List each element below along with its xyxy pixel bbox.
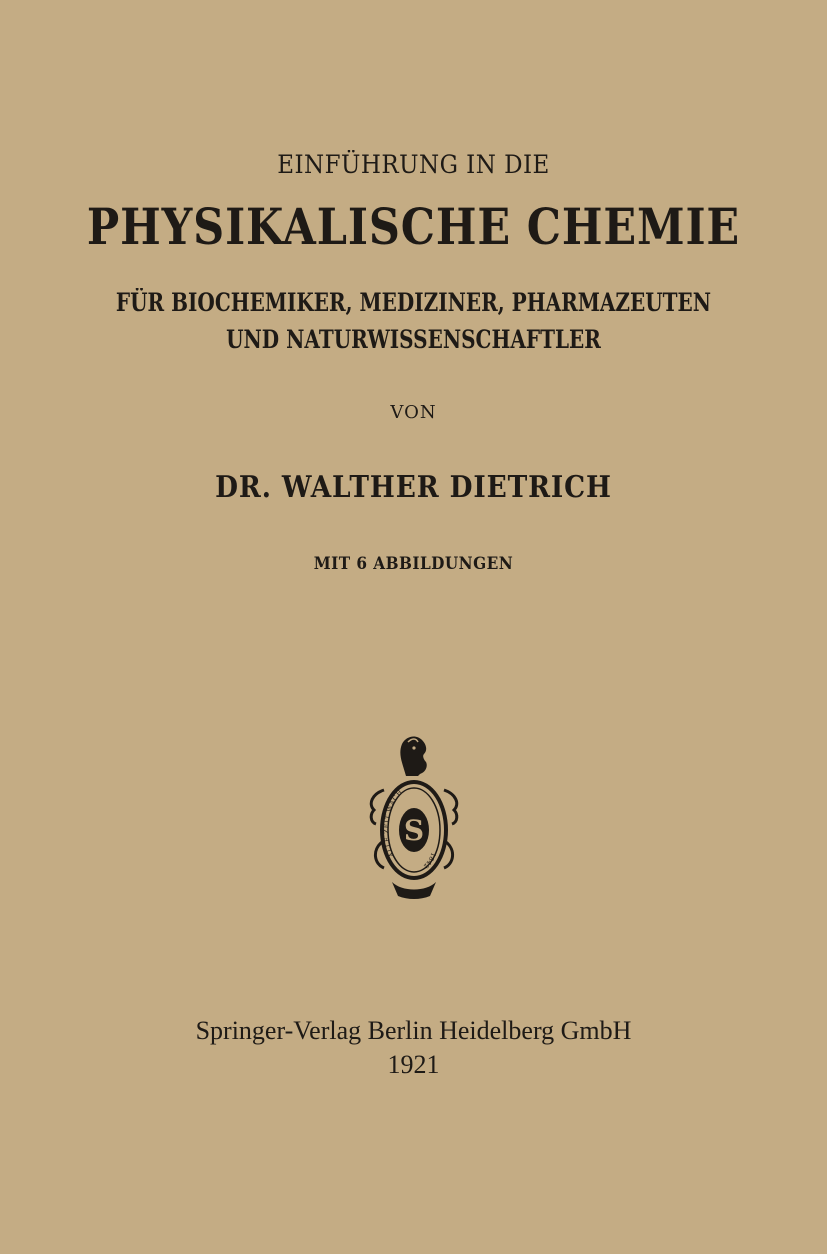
publisher: Springer-Verlag Berlin Heidelberg GmbH [195,1016,632,1045]
publication-year: 1921 [387,1050,440,1079]
subtitle-line-2: UND NATURWISSENSCHAFTLER [226,325,601,354]
title-line-1: EINFÜHRUNG IN DIE [277,150,550,179]
illustrations-note: MIT 6 ABBILDUNGEN [313,554,514,574]
subtitle-line-1: FÜR BIOCHEMIKER, MEDIZINER, PHARMAZEUTEN [115,288,712,317]
logo-year: 1842 [421,851,438,871]
by-label: VON [390,402,437,423]
logo-monogram: S [403,814,425,847]
springer-horse-head-seal-icon [362,732,466,902]
logo-motto: ALLE ZEIT WACH [382,787,405,859]
author-name: DR. WALTHER DIETRICH [215,470,612,505]
main-title: PHYSIKALISCHE CHEMIE [86,197,741,256]
